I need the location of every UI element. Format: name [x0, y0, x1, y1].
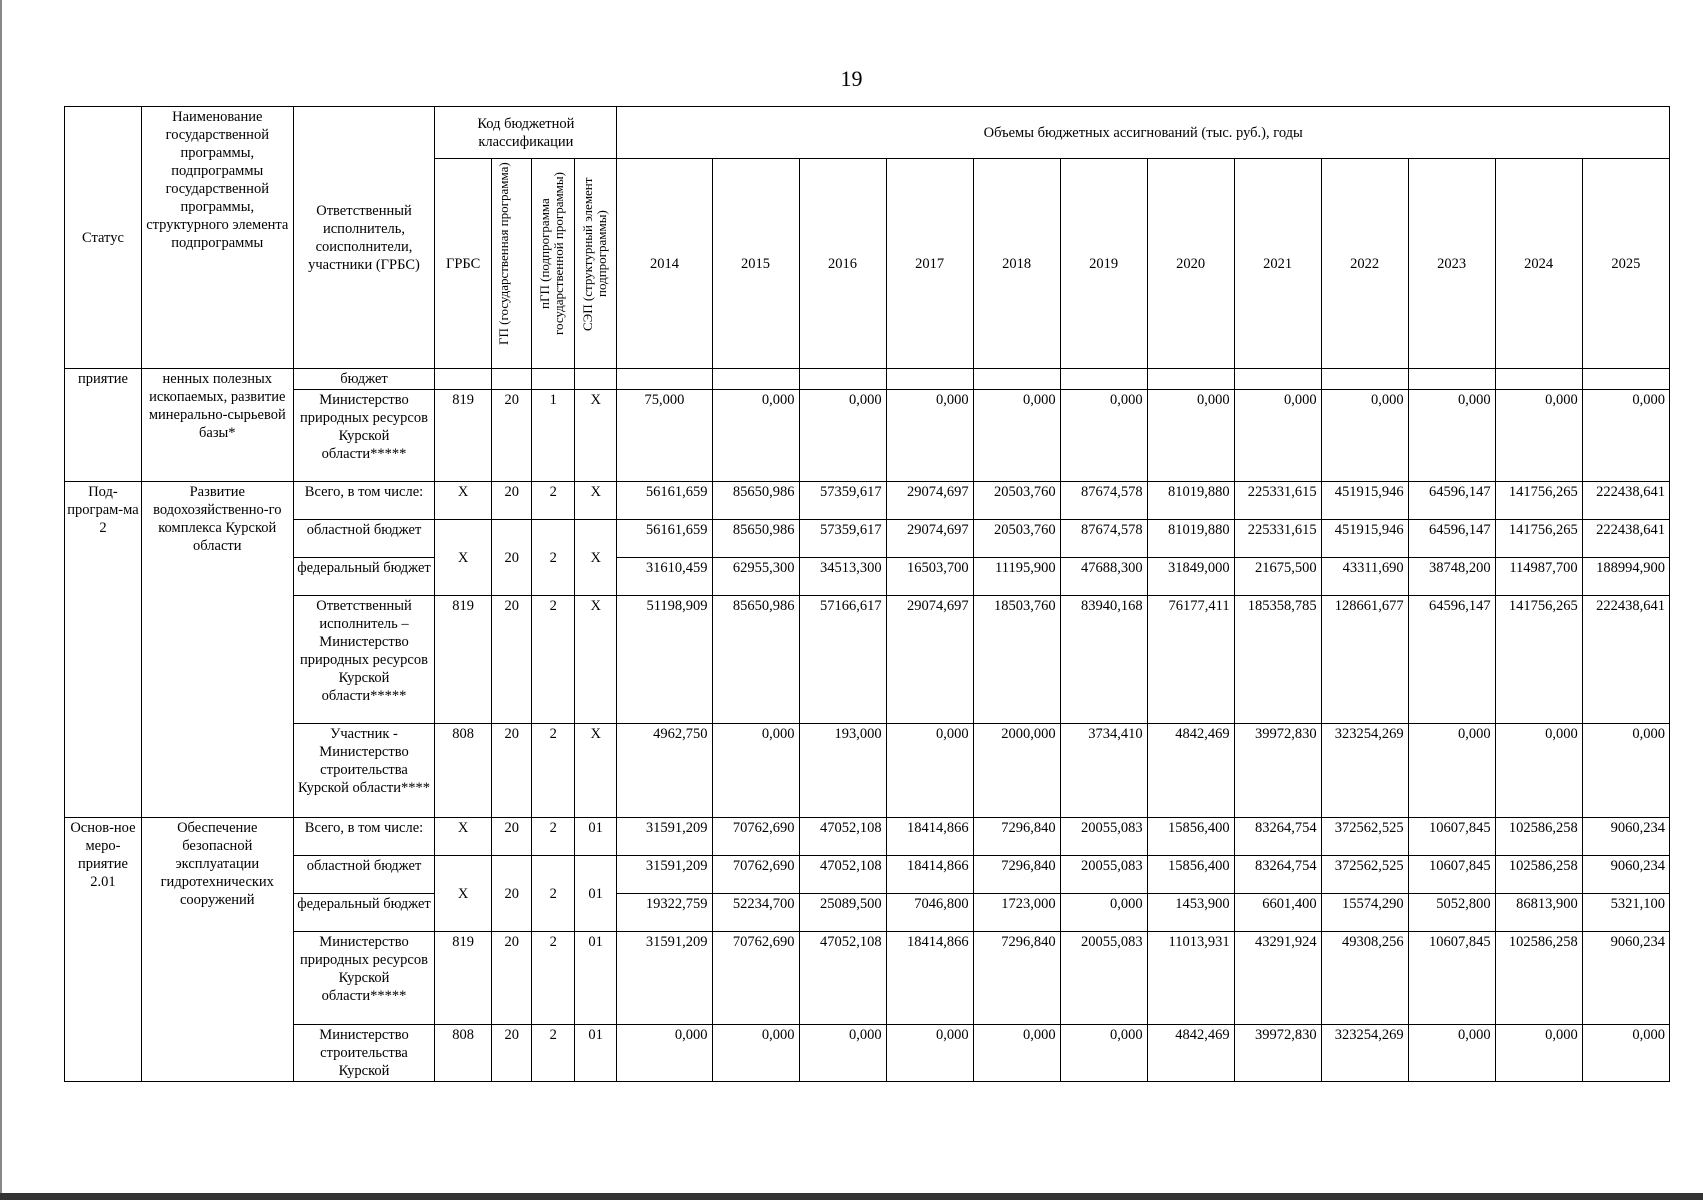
value-cell: 102586,258	[1495, 932, 1582, 1025]
value-cell: 372562,525	[1321, 818, 1408, 856]
value-cell: 20503,760	[973, 520, 1060, 558]
value-cell: 0,000	[1495, 390, 1582, 482]
value-cell: 0,000	[1495, 724, 1582, 818]
value-cell: 451915,946	[1321, 482, 1408, 520]
header-year: 2024	[1495, 159, 1582, 369]
gp-cell: 20	[491, 482, 531, 520]
value-cell: 114987,700	[1495, 558, 1582, 596]
value-cell: 7296,840	[973, 818, 1060, 856]
value-cell: 75,000	[617, 390, 712, 482]
value-cell: 6601,400	[1234, 894, 1321, 932]
gp-cell: 20	[491, 1025, 531, 1082]
table-row	[65, 482, 1670, 520]
value-cell: 31591,209	[617, 932, 712, 1025]
value-cell: 11195,900	[973, 558, 1060, 596]
value-cell: 0,000	[1408, 724, 1495, 818]
value-cell: 3734,410	[1060, 724, 1147, 818]
header-grbs: ГРБС	[435, 159, 492, 369]
value-cell: 20055,083	[1060, 856, 1147, 894]
value-cell: 451915,946	[1321, 520, 1408, 558]
value-cell: 47052,108	[799, 932, 886, 1025]
value-cell: 10607,845	[1408, 856, 1495, 894]
value-cell: 4962,750	[617, 724, 712, 818]
value-cell: 76177,411	[1147, 596, 1234, 724]
value-cell: 39972,830	[1234, 1025, 1321, 1082]
header-year: 2022	[1321, 159, 1408, 369]
value-cell: 70762,690	[712, 932, 799, 1025]
executor-cell: федеральный бюджет	[293, 894, 435, 932]
value-cell: 141756,265	[1495, 482, 1582, 520]
table-row	[65, 390, 1670, 482]
value-cell: 18414,866	[886, 856, 973, 894]
value-cell: 56161,659	[617, 520, 712, 558]
value-cell: 7296,840	[973, 932, 1060, 1025]
sep-cell: 01	[574, 818, 616, 856]
pgp-cell: 1	[532, 390, 574, 482]
table-row	[65, 856, 1670, 894]
value-cell: 372562,525	[1321, 856, 1408, 894]
sep-cell: X	[574, 390, 616, 482]
value-cell: 20055,083	[1060, 932, 1147, 1025]
value-cell: 0,000	[1060, 1025, 1147, 1082]
value-cell: 0,000	[1234, 390, 1321, 482]
value-cell: 102586,258	[1495, 818, 1582, 856]
name-cell: Развитие водохозяйственно-го комплекса Курской области	[141, 482, 293, 818]
header-volumes: Объемы бюджетных ассигнований (тыс. руб.), годы	[617, 107, 1670, 159]
header-row-1	[65, 107, 1670, 159]
value-cell: 83940,168	[1060, 596, 1147, 724]
value-cell: 16503,700	[886, 558, 973, 596]
value-cell: 0,000	[1408, 1025, 1495, 1082]
value-cell: 222438,641	[1582, 482, 1669, 520]
value-cell: 85650,986	[712, 596, 799, 724]
gp-cell: 20	[491, 596, 531, 724]
value-cell: 64596,147	[1408, 596, 1495, 724]
sep-cell: 01	[574, 1025, 616, 1082]
value-cell: 0,000	[712, 724, 799, 818]
grbs-cell: X	[435, 520, 492, 596]
value-cell: 7296,840	[973, 856, 1060, 894]
value-cell: 141756,265	[1495, 596, 1582, 724]
header-name: Наименование государственной программы, подпрограммы государственной программы, структурного элемента подпрограммы	[141, 107, 293, 369]
value-cell: 43291,924	[1234, 932, 1321, 1025]
value-cell: 31610,459	[617, 558, 712, 596]
value-cell: 225331,615	[1234, 482, 1321, 520]
name-cell: Обеспечение безопасной эксплуатации гидротехнических сооружений	[141, 818, 293, 1082]
pgp-cell: 2	[532, 856, 574, 932]
gp-cell: 20	[491, 390, 531, 482]
executor-cell: Всего, в том числе:	[293, 818, 435, 856]
gp-cell: 20	[491, 856, 531, 932]
value-cell: 87674,578	[1060, 482, 1147, 520]
executor-cell: федеральный бюджет	[293, 558, 435, 596]
value-cell: 85650,986	[712, 520, 799, 558]
value-cell: 34513,300	[799, 558, 886, 596]
value-cell: 18414,866	[886, 932, 973, 1025]
value-cell: 85650,986	[712, 482, 799, 520]
value-cell: 188994,900	[1582, 558, 1669, 596]
value-cell: 70762,690	[712, 818, 799, 856]
header-sep: СЭП (структурный элемент подпрограммы)	[574, 159, 616, 369]
value-cell: 0,000	[1060, 390, 1147, 482]
value-cell: 64596,147	[1408, 520, 1495, 558]
value-cell: 52234,700	[712, 894, 799, 932]
value-cell: 0,000	[1495, 1025, 1582, 1082]
value-cell: 31591,209	[617, 818, 712, 856]
gp-cell: 20	[491, 818, 531, 856]
value-cell: 0,000	[799, 390, 886, 482]
value-cell: 0,000	[1321, 390, 1408, 482]
executor-cell: Министерство природных ресурсов Курской области*****	[293, 932, 435, 1025]
grbs-cell: 819	[435, 390, 492, 482]
status-cell: Основ-ное меро-приятие 2.01	[65, 818, 142, 1082]
value-cell: 5321,100	[1582, 894, 1669, 932]
value-cell: 47688,300	[1060, 558, 1147, 596]
value-cell: 4842,469	[1147, 1025, 1234, 1082]
value-cell: 0,000	[1582, 724, 1669, 818]
header-executor: Ответственный исполнитель, соисполнители, участники (ГРБС)	[293, 107, 435, 369]
value-cell: 57166,617	[799, 596, 886, 724]
header-year: 2019	[1060, 159, 1147, 369]
value-cell: 0,000	[712, 390, 799, 482]
value-cell: 225331,615	[1234, 520, 1321, 558]
value-cell: 87674,578	[1060, 520, 1147, 558]
value-cell: 15856,400	[1147, 818, 1234, 856]
header-year: 2018	[973, 159, 1060, 369]
value-cell: 57359,617	[799, 520, 886, 558]
pgp-cell: 2	[532, 596, 574, 724]
value-cell: 4842,469	[1147, 724, 1234, 818]
value-cell: 31591,209	[617, 856, 712, 894]
value-cell: 102586,258	[1495, 856, 1582, 894]
header-status: Статус	[65, 107, 142, 369]
value-cell: 9060,234	[1582, 932, 1669, 1025]
executor-cell: Участник - Министерство строительства Курской области****	[293, 724, 435, 818]
value-cell: 10607,845	[1408, 818, 1495, 856]
value-cell: 47052,108	[799, 856, 886, 894]
sep-cell: X	[574, 520, 616, 596]
value-cell: 57359,617	[799, 482, 886, 520]
header-year: 2016	[799, 159, 886, 369]
header-code-group: Код бюджетной классификации	[435, 107, 617, 159]
table-row	[65, 724, 1670, 818]
value-cell: 0,000	[886, 1025, 973, 1082]
table-row	[65, 932, 1670, 1025]
page-bottom-edge	[0, 1193, 1703, 1200]
value-cell: 19322,759	[617, 894, 712, 932]
grbs-cell: X	[435, 818, 492, 856]
pgp-cell: 2	[532, 818, 574, 856]
value-cell: 222438,641	[1582, 520, 1669, 558]
executor-cell: Министерство природных ресурсов Курской области*****	[293, 390, 435, 482]
value-cell: 141756,265	[1495, 520, 1582, 558]
value-cell: 20503,760	[973, 482, 1060, 520]
value-cell: 222438,641	[1582, 596, 1669, 724]
value-cell: 0,000	[973, 1025, 1060, 1082]
value-cell: 323254,269	[1321, 1025, 1408, 1082]
value-cell: 10607,845	[1408, 932, 1495, 1025]
value-cell: 128661,677	[1321, 596, 1408, 724]
grbs-cell: 808	[435, 724, 492, 818]
value-cell: 0,000	[886, 724, 973, 818]
value-cell: 193,000	[799, 724, 886, 818]
value-cell: 9060,234	[1582, 818, 1669, 856]
value-cell: 70762,690	[712, 856, 799, 894]
status-cell: Под-програм-ма 2	[65, 482, 142, 818]
name-cell: ненных полезных ископаемых, развитие минерально-сырьевой базы*	[141, 369, 293, 482]
value-cell: 0,000	[799, 1025, 886, 1082]
value-cell: 29074,697	[886, 482, 973, 520]
table-row	[65, 818, 1670, 856]
value-cell: 0,000	[712, 1025, 799, 1082]
value-cell: 39972,830	[1234, 724, 1321, 818]
value-cell: 81019,880	[1147, 482, 1234, 520]
value-cell: 0,000	[973, 390, 1060, 482]
grbs-cell: X	[435, 482, 492, 520]
pgp-cell: 2	[532, 724, 574, 818]
table-row	[65, 369, 1670, 390]
pgp-cell: 2	[532, 932, 574, 1025]
value-cell: 25089,500	[799, 894, 886, 932]
header-year: 2017	[886, 159, 973, 369]
value-cell: 9060,234	[1582, 856, 1669, 894]
value-cell: 43311,690	[1321, 558, 1408, 596]
value-cell: 18503,760	[973, 596, 1060, 724]
status-cell: приятие	[65, 369, 142, 482]
value-cell: 1723,000	[973, 894, 1060, 932]
table-row	[65, 596, 1670, 724]
gp-cell: 20	[491, 724, 531, 818]
value-cell: 56161,659	[617, 482, 712, 520]
executor-cell: бюджет	[293, 369, 435, 390]
header-year: 2014	[617, 159, 712, 369]
value-cell: 51198,909	[617, 596, 712, 724]
value-cell: 86813,900	[1495, 894, 1582, 932]
value-cell: 5052,800	[1408, 894, 1495, 932]
gp-cell: 20	[491, 932, 531, 1025]
value-cell: 0,000	[1582, 390, 1669, 482]
executor-cell: областной бюджет	[293, 856, 435, 894]
value-cell: 62955,300	[712, 558, 799, 596]
grbs-cell: 819	[435, 596, 492, 724]
pgp-cell: 2	[532, 482, 574, 520]
value-cell: 185358,785	[1234, 596, 1321, 724]
value-cell: 15856,400	[1147, 856, 1234, 894]
pgp-cell: 2	[532, 1025, 574, 1082]
header-year: 2025	[1582, 159, 1669, 369]
executor-cell: областной бюджет	[293, 520, 435, 558]
table-row	[65, 1025, 1670, 1082]
value-cell: 47052,108	[799, 818, 886, 856]
value-cell: 0,000	[1582, 1025, 1669, 1082]
grbs-cell: 819	[435, 932, 492, 1025]
value-cell: 0,000	[1060, 894, 1147, 932]
header-year: 2021	[1234, 159, 1321, 369]
value-cell: 7046,800	[886, 894, 973, 932]
value-cell: 29074,697	[886, 520, 973, 558]
grbs-cell: 808	[435, 1025, 492, 1082]
value-cell: 2000,000	[973, 724, 1060, 818]
value-cell: 21675,500	[1234, 558, 1321, 596]
value-cell: 323254,269	[1321, 724, 1408, 818]
table-row	[65, 558, 1670, 596]
page-number: 19	[840, 66, 863, 91]
value-cell: 38748,200	[1408, 558, 1495, 596]
value-cell: 0,000	[1147, 390, 1234, 482]
value-cell: 0,000	[886, 390, 973, 482]
value-cell: 31849,000	[1147, 558, 1234, 596]
executor-cell: Ответственный исполнитель – Министерство природных ресурсов Курской области*****	[293, 596, 435, 724]
pgp-cell: 2	[532, 520, 574, 596]
table-row	[65, 894, 1670, 932]
sep-cell: 01	[574, 932, 616, 1025]
value-cell: 20055,083	[1060, 818, 1147, 856]
value-cell: 29074,697	[886, 596, 973, 724]
value-cell: 15574,290	[1321, 894, 1408, 932]
value-cell: 11013,931	[1147, 932, 1234, 1025]
value-cell: 64596,147	[1408, 482, 1495, 520]
value-cell: 81019,880	[1147, 520, 1234, 558]
table-row	[65, 520, 1670, 558]
value-cell: 83264,754	[1234, 856, 1321, 894]
header-year: 2015	[712, 159, 799, 369]
sep-cell: X	[574, 724, 616, 818]
sep-cell: X	[574, 596, 616, 724]
gp-cell: 20	[491, 520, 531, 596]
grbs-cell: X	[435, 856, 492, 932]
executor-cell: Всего, в том числе:	[293, 482, 435, 520]
value-cell: 18414,866	[886, 818, 973, 856]
page-left-edge	[0, 0, 2, 1200]
sep-cell: X	[574, 482, 616, 520]
header-year: 2020	[1147, 159, 1234, 369]
header-pgp: пГП (подпрограмма государственной программы)	[532, 159, 574, 369]
value-cell: 1453,900	[1147, 894, 1234, 932]
header-gp: ГП (государственная программа)	[491, 159, 531, 369]
value-cell: 0,000	[1408, 390, 1495, 482]
value-cell: 83264,754	[1234, 818, 1321, 856]
value-cell: 0,000	[617, 1025, 712, 1082]
budget-table	[64, 106, 1670, 1082]
header-year: 2023	[1408, 159, 1495, 369]
sep-cell: 01	[574, 856, 616, 932]
executor-cell: Министерство строительства Курской	[293, 1025, 435, 1082]
value-cell: 49308,256	[1321, 932, 1408, 1025]
